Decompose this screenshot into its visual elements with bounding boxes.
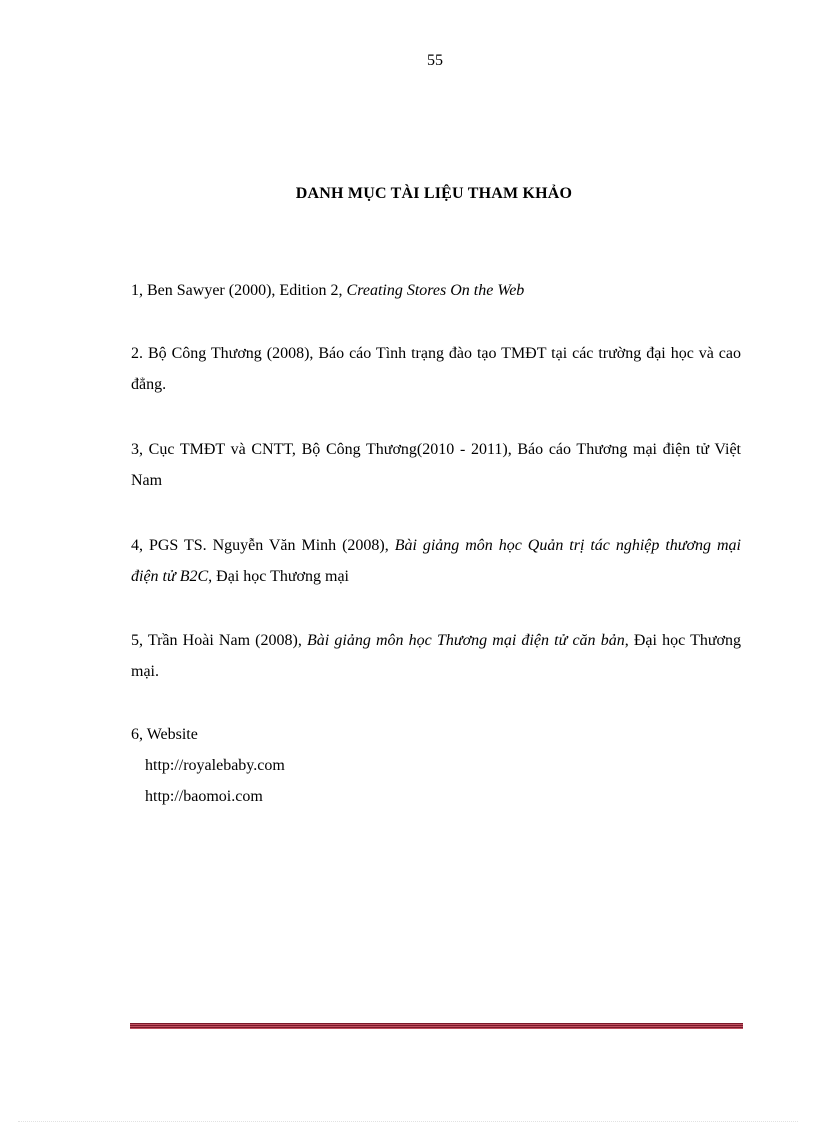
footer-divider [130,1023,743,1029]
page-title: DANH MỤC TÀI LIỆU THAM KHẢO [295,185,573,202]
reference-text: , Đại học Thương mại [208,568,349,585]
reference-item [131,625,741,687]
reference-websites [131,719,741,812]
website-link[interactable]: http://royalebaby.com [145,757,285,774]
page-number: 55 [427,52,443,69]
reference-italic-title: Creating Stores On the Web [346,282,525,299]
reference-text: 2. Bộ Công Thương (2008), Báo cáo Tình trạng đào tạo TMĐT tại các trường đại học và cao đẳng. [131,345,741,393]
reference-item [131,338,741,400]
reference-italic-title: Bài giảng môn học Quản trị tác nghiệp thương mại điện tử B2C [131,537,741,585]
reference-text: , Đại học Thương mại. [131,632,741,680]
reference-text: 4, PGS TS. Nguyễn Văn Minh (2008), [131,537,395,554]
reference-item [131,275,741,306]
reference-text: 3, Cục TMĐT và CNTT, Bộ Công Thương(2010 - 2011), Báo cáo Thương mại điện tử Việt Nam [131,441,741,489]
page-edge-divider [18,1121,798,1122]
reference-italic-title: Bài giảng môn học Thương mại điện tử căn bản [307,632,625,649]
website-link[interactable]: http://baomoi.com [145,788,263,805]
websites-heading: 6, Website [131,726,198,743]
reference-item [131,434,741,496]
reference-text: 1, Ben Sawyer (2000), Edition 2, [131,282,347,299]
reference-text: 5, Trần Hoài Nam (2008), [131,632,307,649]
reference-item [131,530,741,592]
